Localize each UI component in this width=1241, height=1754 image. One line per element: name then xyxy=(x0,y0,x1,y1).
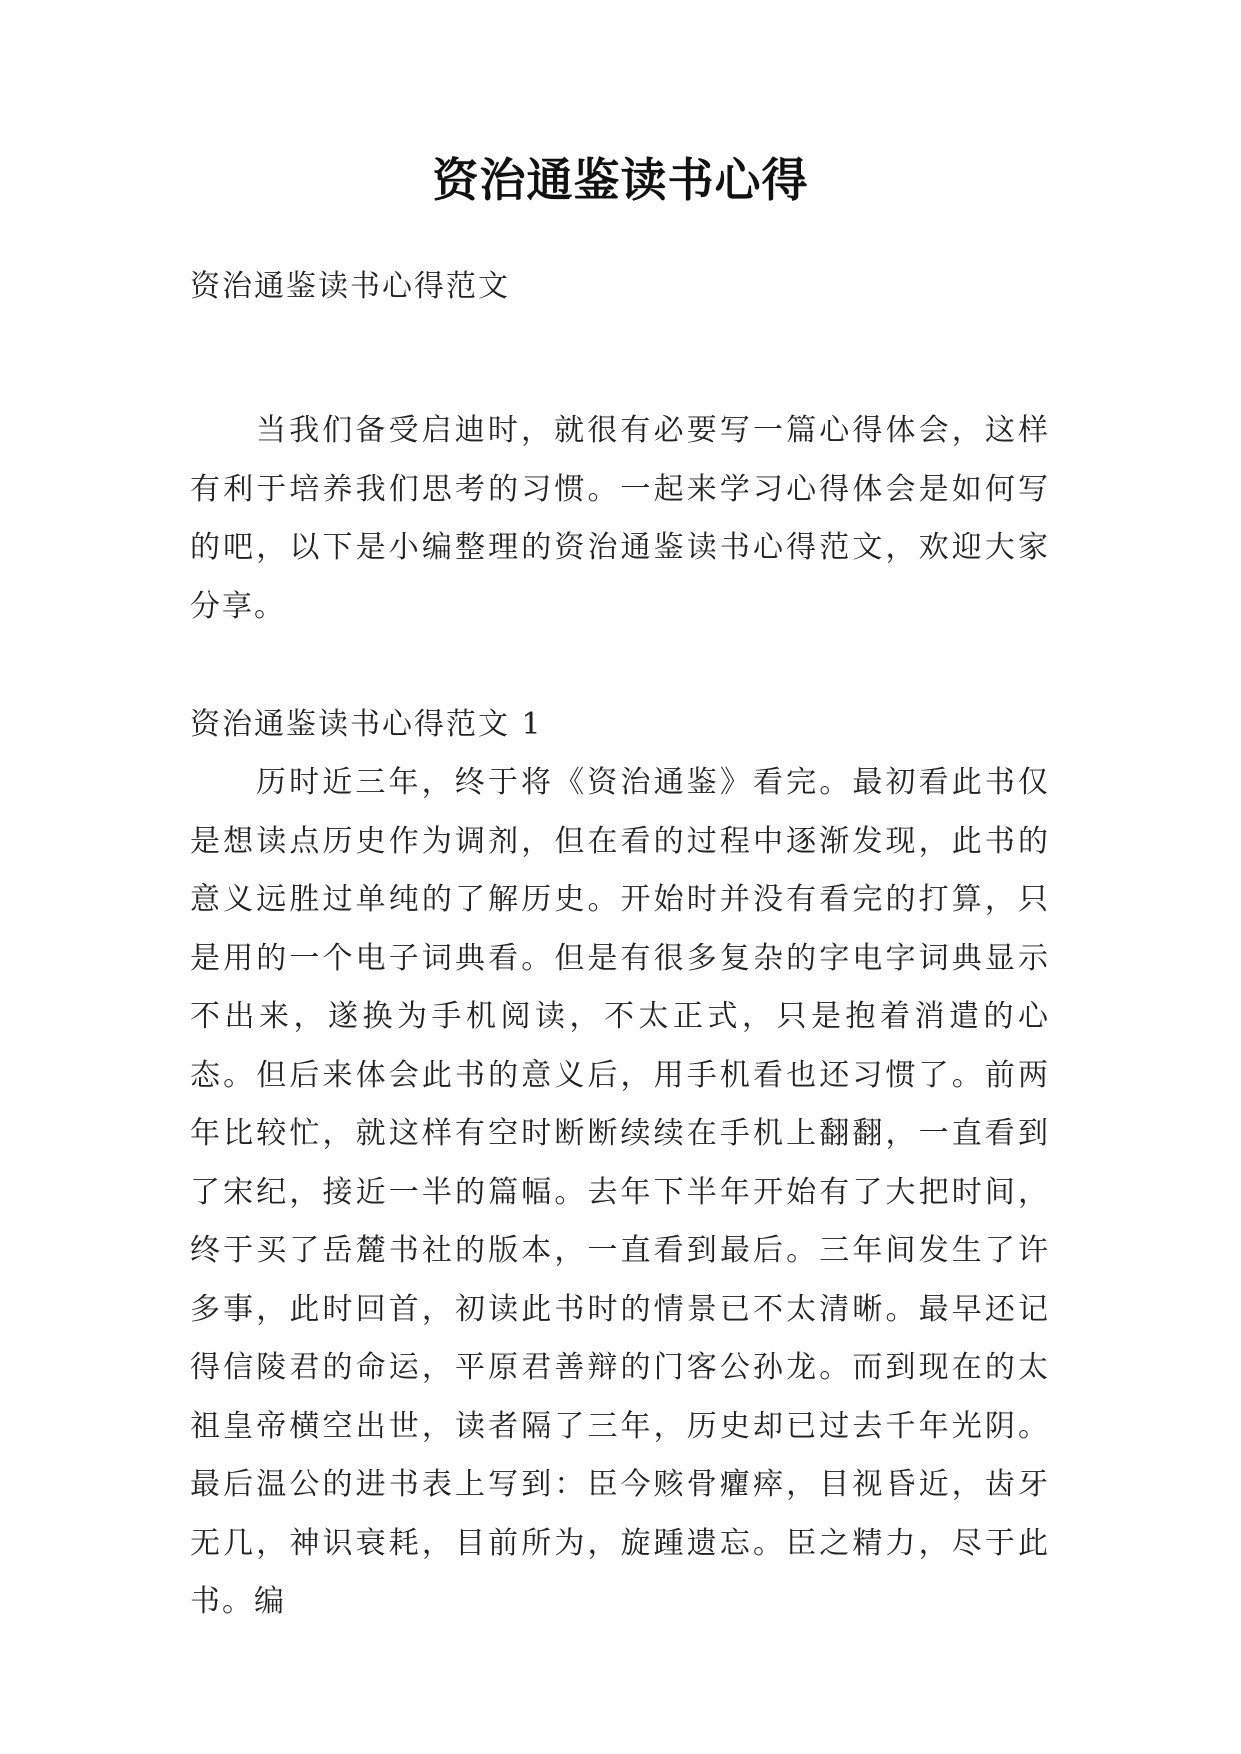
section-heading: 资治通鉴读书心得范文 1 xyxy=(190,707,543,742)
document-subtitle: 资治通鉴读书心得范文 xyxy=(190,269,510,304)
section-body-paragraph: 历时近三年，终于将《资治通鉴》看完。最初看此书仅是想读点历史作为调剂，但在看的过程中逐渐发现，此书的意义远胜过单纯的了解历史。开始时并没有看完的打算，只是用的一个电子词典看。但是有很多复杂的字电字词典显示不出来，遂换为手机阅读，不太正式，只是抱着消遣的心态。但后来体会此书的意义后，用手机看也还习惯了。前两年比较忙，就这样有空时断断续续在手机上翻翻，一直看到了宋纪，接近一半的篇幅。去年下半年开始有了大把时间，终于买了岳麓书社的版本，一直看到最后。三年间发生了许多事，此时回首，初读此书时的情景已不太清晰。最早还记得信陵君的命运，平原君善辩的门客公孙龙。而到现在的太祖皇帝横空出世，读者隔了三年，历史却已过去千年光阴。最后温公的进书表上写到：臣今赅骨癯瘁，目视昏近，齿牙无几，神识衰耗，目前所为，旋踵遗忘。臣之精力，尽于此书。编 xyxy=(190,765,1050,1619)
intro-paragraph: 当我们备受启迪时，就很有必要写一篇心得体会，这样有利于培养我们思考的习惯。一起来学习心得体会是如何写的吧，以下是小编整理的资治通鉴读书心得范文，欢迎大家分享。 xyxy=(190,413,1050,624)
document-title: 资治通鉴读书心得 xyxy=(432,153,809,207)
